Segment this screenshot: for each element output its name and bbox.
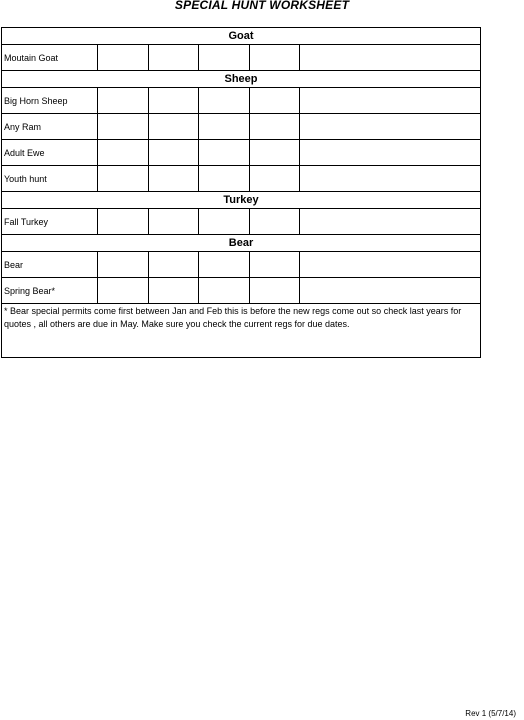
- entry-cell[interactable]: [98, 278, 149, 304]
- entry-cell[interactable]: [199, 45, 250, 71]
- entry-cell[interactable]: [98, 209, 149, 235]
- entry-cell[interactable]: [250, 252, 300, 278]
- page-title: SPECIAL HUNT WORKSHEET: [174, 0, 350, 12]
- entry-cell[interactable]: [199, 140, 250, 166]
- section-title: Sheep: [2, 71, 481, 88]
- entry-cell[interactable]: [98, 114, 149, 140]
- entry-cell[interactable]: [300, 114, 481, 140]
- table-row: [2, 140, 481, 166]
- animal-label: Adult Ewe: [2, 140, 98, 166]
- table-row: [2, 209, 481, 235]
- table-row: [2, 88, 481, 114]
- entry-cell[interactable]: [149, 88, 199, 114]
- entry-cell[interactable]: [300, 252, 481, 278]
- animal-label: Moutain Goat: [2, 45, 98, 71]
- section-title: Bear: [2, 235, 481, 252]
- entry-cell[interactable]: [149, 278, 199, 304]
- entry-cell[interactable]: [199, 166, 250, 192]
- section-header-sheep: [2, 71, 481, 88]
- table-row: [2, 114, 481, 140]
- entry-cell[interactable]: [300, 140, 481, 166]
- entry-cell[interactable]: [149, 140, 199, 166]
- entry-cell[interactable]: [250, 88, 300, 114]
- entry-cell[interactable]: [250, 45, 300, 71]
- entry-cell[interactable]: [250, 114, 300, 140]
- entry-cell[interactable]: [300, 45, 481, 71]
- table-row: [2, 252, 481, 278]
- animal-label: Any Ram: [2, 114, 98, 140]
- hunt-worksheet-table: [1, 27, 481, 358]
- entry-cell[interactable]: [300, 88, 481, 114]
- entry-cell[interactable]: [199, 88, 250, 114]
- entry-cell[interactable]: [98, 45, 149, 71]
- bear-permit-note: * Bear special permits come first between Jan and Feb this is before the new regs come out so check last years for quotes , all others are due in May. Make sure you check the current regs for due dates.: [2, 304, 481, 358]
- entry-cell[interactable]: [199, 252, 250, 278]
- entry-cell[interactable]: [250, 166, 300, 192]
- entry-cell[interactable]: [149, 166, 199, 192]
- entry-cell[interactable]: [149, 252, 199, 278]
- section-header-turkey: [2, 192, 481, 209]
- animal-label: Big Horn Sheep: [2, 88, 98, 114]
- table-row: [2, 278, 481, 304]
- entry-cell[interactable]: [199, 209, 250, 235]
- entry-cell[interactable]: [300, 166, 481, 192]
- entry-cell[interactable]: [300, 209, 481, 235]
- revision-footer: Rev 1 (5/7/14): [465, 709, 516, 718]
- animal-label: Youth hunt: [2, 166, 98, 192]
- entry-cell[interactable]: [250, 278, 300, 304]
- section-header-goat: [2, 28, 481, 45]
- section-title: Goat: [2, 28, 481, 45]
- entry-cell[interactable]: [98, 88, 149, 114]
- entry-cell[interactable]: [98, 140, 149, 166]
- animal-label: Fall Turkey: [2, 209, 98, 235]
- animal-label: Bear: [2, 252, 98, 278]
- entry-cell[interactable]: [98, 166, 149, 192]
- entry-cell[interactable]: [250, 209, 300, 235]
- entry-cell[interactable]: [98, 252, 149, 278]
- entry-cell[interactable]: [199, 278, 250, 304]
- entry-cell[interactable]: [199, 114, 250, 140]
- entry-cell[interactable]: [300, 278, 481, 304]
- table-row: [2, 166, 481, 192]
- table-row: [2, 45, 481, 71]
- section-title: Turkey: [2, 192, 481, 209]
- entry-cell[interactable]: [149, 209, 199, 235]
- animal-label: Spring Bear*: [2, 278, 98, 304]
- note-row: [2, 304, 481, 358]
- entry-cell[interactable]: [149, 45, 199, 71]
- entry-cell[interactable]: [250, 140, 300, 166]
- entry-cell[interactable]: [149, 114, 199, 140]
- section-header-bear: [2, 235, 481, 252]
